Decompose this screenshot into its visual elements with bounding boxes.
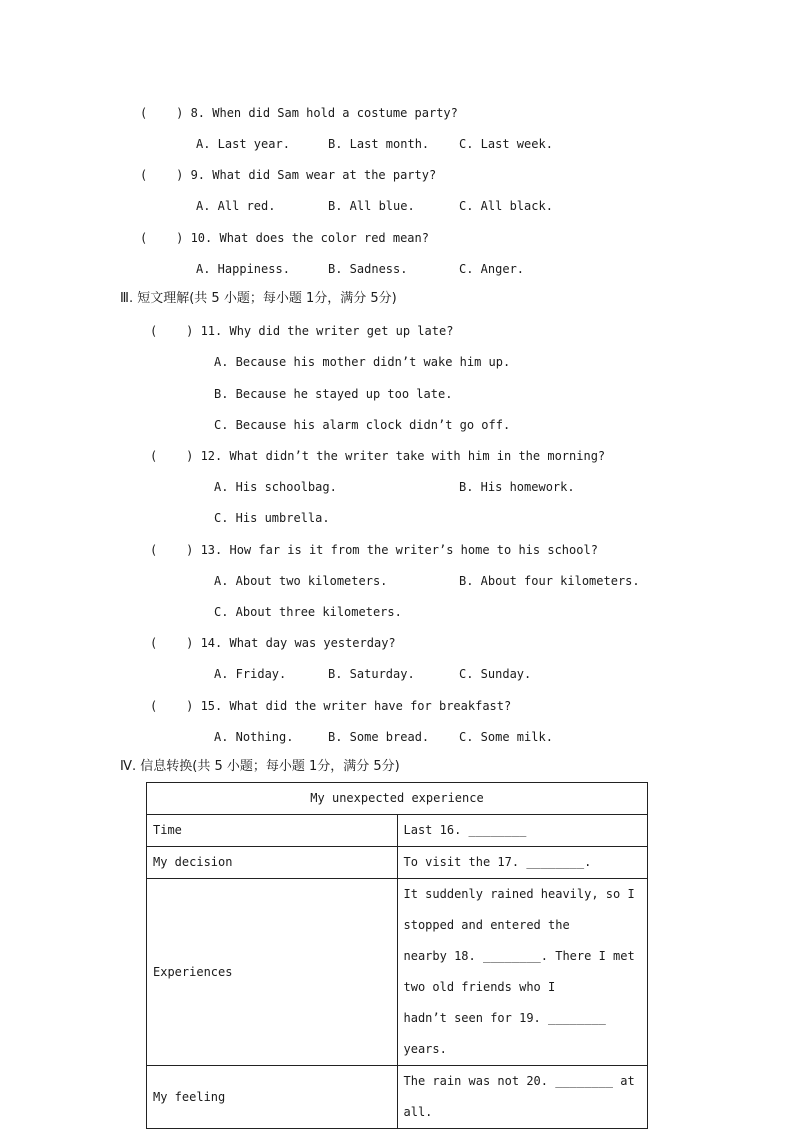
question-13-option-b: B. About four kilometers. xyxy=(459,574,640,588)
question-9-stem: ( ) 9. What did Sam wear at the party? xyxy=(140,168,437,182)
row-value-time: Last 16. ________ xyxy=(397,815,648,847)
question-8-option-b: B. Last month. xyxy=(328,137,430,151)
question-15-option-a: A. Nothing. xyxy=(214,730,294,744)
question-11-option-b: B. Because he stayed up too late. xyxy=(214,387,453,401)
table-row xyxy=(147,847,648,879)
table-title: My unexpected experience xyxy=(147,783,648,815)
question-12-option-c: C. His umbrella. xyxy=(214,511,330,525)
row-label-feeling: My feeling xyxy=(147,1066,398,1129)
question-10-option-a: A. Happiness. xyxy=(196,262,290,276)
section-3-heading: Ⅲ. 短文理解(共 5 小题；每小题 1分，满分 5分) xyxy=(120,291,397,306)
question-10-option-b: B. Sadness. xyxy=(328,262,408,276)
question-14-option-a: A. Friday. xyxy=(214,667,287,681)
question-14-option-b: B. Saturday. xyxy=(328,667,415,681)
question-12-option-a: A. His schoolbag. xyxy=(214,480,337,494)
row-value-experiences xyxy=(397,879,648,1066)
question-10-stem: ( ) 10. What does the color red mean? xyxy=(140,231,429,245)
table-row xyxy=(147,1066,648,1129)
question-11-option-a: A. Because his mother didn’t wake him up. xyxy=(214,355,511,369)
question-10-option-c: C. Anger. xyxy=(459,262,525,276)
question-8-stem: ( ) 8. When did Sam hold a costume party? xyxy=(140,106,458,120)
table-row xyxy=(147,815,648,847)
experiences-line-1: It suddenly rained heavily, so I stopped and entered the xyxy=(403,887,635,932)
question-8-option-c: C. Last week. xyxy=(459,137,553,151)
row-label-experiences: Experiences xyxy=(147,879,398,1066)
question-13-option-a: A. About two kilometers. xyxy=(214,574,388,588)
table-title-row xyxy=(147,783,648,815)
question-9-option-a: A. All red. xyxy=(196,199,276,213)
question-15-stem: ( ) 15. What did the writer have for breakfast? xyxy=(150,699,512,713)
question-11-option-c: C. Because his alarm clock didn’t go off. xyxy=(214,418,511,432)
question-11-stem: ( ) 11. Why did the writer get up late? xyxy=(150,324,454,338)
row-value-feeling: The rain was not 20. ________ at all. xyxy=(397,1066,648,1129)
question-9-option-c: C. All black. xyxy=(459,199,553,213)
question-13-option-c: C. About three kilometers. xyxy=(214,605,402,619)
question-9-option-b: B. All blue. xyxy=(328,199,415,213)
question-13-stem: ( ) 13. How far is it from the writer’s home to his school? xyxy=(150,543,598,557)
experiences-line-2: nearby 18. ________. There I met two old friends who I xyxy=(403,949,635,994)
info-table xyxy=(146,782,648,1129)
row-value-decision: To visit the 17. ________. xyxy=(397,847,648,879)
table-row xyxy=(147,879,648,1066)
question-14-option-c: C. Sunday. xyxy=(459,667,532,681)
section-4-heading: Ⅳ. 信息转换(共 5 小题；每小题 1分，满分 5分) xyxy=(120,759,400,774)
row-label-decision: My decision xyxy=(147,847,398,879)
row-label-time: Time xyxy=(147,815,398,847)
question-12-option-b: B. His homework. xyxy=(459,480,575,494)
question-12-stem: ( ) 12. What didn’t the writer take with him in the morning? xyxy=(150,449,606,463)
question-14-stem: ( ) 14. What day was yesterday? xyxy=(150,636,396,650)
question-15-option-c: C. Some milk. xyxy=(459,730,553,744)
experiences-line-3: hadn’t seen for 19. ________ years. xyxy=(403,1011,606,1056)
question-15-option-b: B. Some bread. xyxy=(328,730,430,744)
question-8-option-a: A. Last year. xyxy=(196,137,290,151)
